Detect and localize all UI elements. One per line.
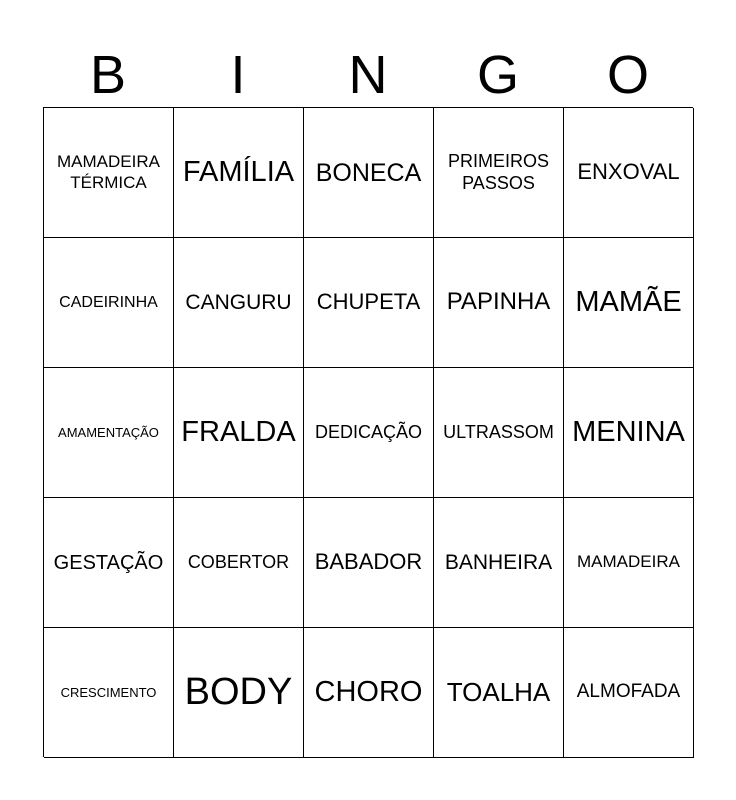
cell-text: DEDICAÇÃO [314,421,422,442]
bingo-cell [434,108,564,238]
cell-text: MAMÃE [575,286,682,319]
bingo-cell [304,238,434,368]
bingo-cell [44,108,174,238]
bingo-cell [44,368,174,498]
cell-text: ENXOVAL [577,159,680,185]
header-letter-i: I [230,45,246,105]
header-letter-b: B [89,45,127,105]
cell-text: BANHEIRA [444,550,553,574]
header-letter-g: G [476,45,519,105]
bingo-cell [564,368,694,498]
cell-text: BONECA [315,158,422,187]
bingo-cell [434,498,564,628]
bingo-card-grid [43,107,693,757]
cell-text: MAMADEIRA TÉRMICA [57,152,160,192]
cell-text: PAPINHA [446,288,551,316]
cell-text: CRESCIMENTO [60,684,157,700]
header-letter-n: N [348,45,388,105]
bingo-cell [564,108,694,238]
cell-text: ULTRASSOM [443,421,554,442]
cell-text: CADEIRINHA [59,293,158,311]
cell-text: CANGURU [185,290,292,314]
bingo-cell [564,498,694,628]
cell-text: MENINA [572,416,685,449]
bingo-cell [304,498,434,628]
bingo-cell [44,628,174,758]
bingo-cell [174,368,304,498]
cell-text: ALMOFADA [576,681,681,703]
cell-text: COBERTOR [187,551,290,572]
bingo-cell [304,368,434,498]
cell-text: BABADOR [314,549,423,575]
bingo-cell [174,628,304,758]
cell-text: AMAMENTAÇÃO [58,424,159,440]
cell-text: CHUPETA [316,289,421,315]
bingo-cell [304,628,434,758]
bingo-cell [434,368,564,498]
bingo-cell [434,238,564,368]
cell-text: GESTAÇÃO [53,551,164,574]
cell-text: MAMADEIRA [577,552,680,572]
cell-text: CHORO [314,676,423,709]
bingo-cell [434,628,564,758]
bingo-cell [564,628,694,758]
header-letter-o: O [606,45,649,105]
cell-text: FRALDA [181,416,296,449]
bingo-cell [44,498,174,628]
cell-text: FAMÍLIA [182,156,295,189]
cell-text: BODY [184,670,293,713]
bingo-cell [174,238,304,368]
cell-text: PRIMEIROS PASSOS [447,150,549,193]
bingo-cell [44,238,174,368]
bingo-header [43,42,693,108]
bingo-cell [304,108,434,238]
cell-text: TOALHA [446,676,551,707]
bingo-cell [174,108,304,238]
bingo-cell [174,498,304,628]
bingo-cell [564,238,694,368]
